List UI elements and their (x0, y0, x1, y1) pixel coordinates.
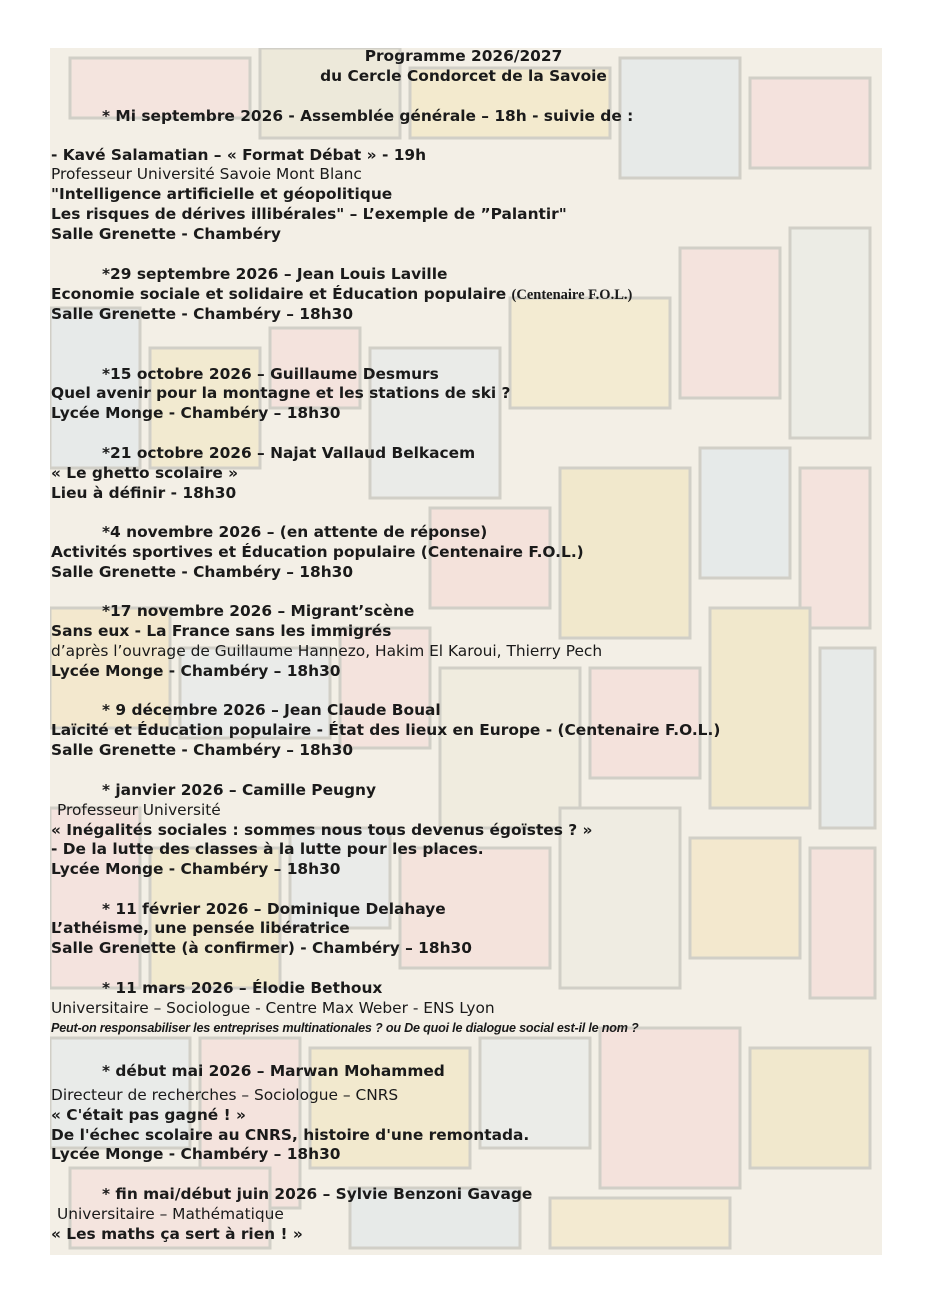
event-heading: * fin mai/début juin 2026 – Sylvie Benzoni Gavage (102, 1185, 533, 1203)
event-heading: * Mi septembre 2026 - Assemblée générale – 18h - suivie de : (102, 107, 634, 125)
event-heading: *29 septembre 2026 – Jean Louis Laville (102, 265, 448, 283)
event-venue: Lieu à définir - 18h30 (51, 484, 237, 502)
event-heading: * 11 février 2026 – Dominique Delahaye (102, 900, 446, 918)
event-topic: Laïcité et Éducation populaire - État des lieux en Europe - (Centenaire F.O.L.) (51, 721, 721, 739)
event-topic: « Les maths ça sert à rien ! » (51, 1225, 303, 1243)
event-venue: Lycée Monge - Chambéry – 18h30 (51, 662, 341, 680)
event-venue: Salle Grenette - Chambéry – 18h30 (51, 741, 354, 759)
event-speaker-role: Professeur Université Savoie Mont Blanc (51, 165, 362, 183)
event-topic: Peut-on responsabiliser les entreprises multinationales ? ou De quoi le dialogue social est-il le nom ? (51, 1021, 639, 1035)
event-venue: Salle Grenette - Chambéry (51, 225, 281, 243)
document-title-line2: du Cercle Condorcet de la Savoie (320, 67, 607, 85)
event-topic: « C'était pas gagné ! » (51, 1106, 246, 1124)
event-speaker: - Kavé Salamatian – « Format Débat » - 19h (51, 146, 427, 164)
event-topic-line (51, 284, 632, 305)
event-venue: Lycée Monge - Chambéry – 18h30 (51, 860, 341, 878)
event-subtitle: d’après l’ouvrage de Guillaume Hannezo, Hakim El Karoui, Thierry Pech (51, 642, 603, 660)
event-topic: "Intelligence artificielle et géopolitique (51, 185, 393, 203)
event-venue: Lycée Monge - Chambéry – 18h30 (51, 404, 341, 422)
event-topic: Activités sportives et Éducation populaire (Centenaire F.O.L.) (51, 543, 584, 561)
event-heading: *4 novembre 2026 – (en attente de réponse) (102, 523, 488, 541)
event-venue: Salle Grenette - Chambéry – 18h30 (51, 563, 354, 581)
event-heading: *21 octobre 2026 – Najat Vallaud Belkacem (102, 444, 476, 462)
event-topic: Quel avenir pour la montagne et les stations de ski ? (51, 384, 511, 402)
event-topic: Economie sociale et solidaire et Éducation populaire (51, 285, 507, 303)
event-heading: * 11 mars 2026 – Élodie Bethoux (102, 979, 383, 997)
event-heading: *17 novembre 2026 – Migrant’scène (102, 602, 415, 620)
event-topic: De l'échec scolaire au CNRS, histoire d'une remontada. (51, 1126, 530, 1144)
event-heading: * janvier 2026 – Camille Peugny (102, 781, 376, 799)
event-heading: *15 octobre 2026 – Guillaume Desmurs (102, 365, 439, 383)
event-speaker-role: Universitaire – Mathématique (57, 1205, 284, 1223)
document-title-line1: Programme 2026/2027 (364, 47, 563, 65)
event-note: (Centenaire F.O.L.) (511, 287, 633, 303)
event-topic: Les risques de dérives illibérales" – L’exemple de ”Palantir" (51, 205, 567, 223)
event-venue: Salle Grenette - Chambéry – 18h30 (51, 305, 354, 323)
event-topic: - De la lutte des classes à la lutte pour les places. (51, 840, 484, 858)
event-heading: * début mai 2026 – Marwan Mohammed (102, 1062, 445, 1080)
event-topic: « Inégalités sociales : sommes nous tous devenus égoïstes ? » (51, 821, 593, 839)
event-topic: L’athéisme, une pensée libératrice (51, 919, 350, 937)
event-venue: Salle Grenette (à confirmer) - Chambéry – 18h30 (51, 939, 472, 957)
event-venue: Lycée Monge - Chambéry – 18h30 (51, 1145, 341, 1163)
event-speaker-role: Professeur Université (57, 801, 221, 819)
event-topic: « Le ghetto scolaire » (51, 464, 239, 482)
event-topic: Sans eux - La France sans les immigrés (51, 622, 392, 640)
event-speaker-role: Universitaire – Sociologue - Centre Max Weber - ENS Lyon (51, 999, 495, 1017)
event-heading: * 9 décembre 2026 – Jean Claude Boual (102, 701, 441, 719)
event-speaker-role: Directeur de recherches – Sociologue – CNRS (51, 1086, 399, 1104)
